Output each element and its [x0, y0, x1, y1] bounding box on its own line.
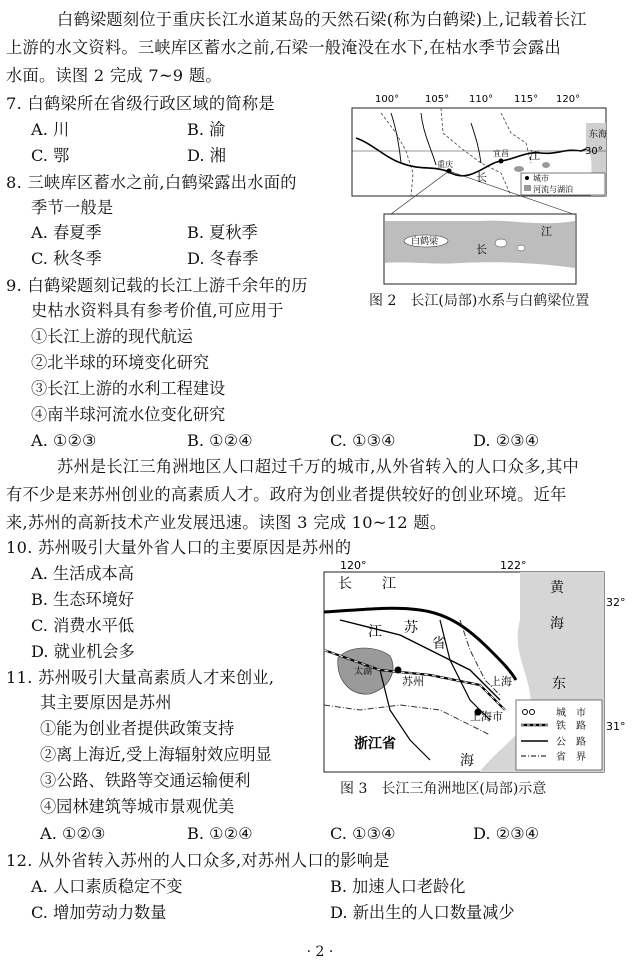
q9-item-1: ①长江上游的现代航运 — [31, 327, 193, 346]
q11-stem-line2: 其主要原因是苏州 — [40, 693, 172, 712]
fig3-legend-border: 省 界 — [556, 752, 586, 763]
fig3-lon-122: 122° — [500, 559, 527, 572]
q10-stem: 10. 苏州吸引大量外省人口的主要原因是苏州的 — [6, 538, 352, 557]
fig2-lon-100: 100° — [375, 94, 400, 105]
fig2-lon-110: 110° — [469, 94, 494, 105]
fig2-label-sea: 东海 — [589, 130, 608, 140]
fig3-label-chang: 长 — [338, 576, 352, 592]
fig2-lat-30: 30° — [585, 146, 603, 157]
fig3-label-hai2: 海 — [460, 753, 474, 769]
fig3-label-zhejiang: 浙江省 — [354, 736, 396, 752]
fig3-lon-120: 120° — [340, 559, 367, 572]
fig3-label-suzhou: 苏州 — [402, 675, 424, 688]
q10-option-b: B. 生态环境好 — [31, 590, 135, 609]
q12-option-c: C. 增加劳动力数量 — [31, 903, 167, 922]
q9-stem-line1: 9. 白鹤梁题刻记载的长江上游千余年的历 — [6, 276, 308, 295]
fig2-lon-105: 105° — [425, 94, 450, 105]
fig2-inset-jiang: 江 — [541, 225, 552, 238]
q11-item-2: ②离上海近,受上海辐射效应明显 — [40, 745, 272, 764]
q8-option-c: C. 秋冬季 — [31, 249, 102, 268]
q7-option-c: C. 鄂 — [31, 146, 70, 165]
fig3-label-shanghaishi: 上海市 — [470, 710, 503, 723]
q11-option-b: B. ①②④ — [187, 824, 253, 843]
fig2-lon-120: 120° — [556, 94, 581, 105]
intro2-line1: 苏州是长江三角洲地区人口超过千万的城市,从外省转入的人口众多,其中 — [24, 457, 579, 476]
figure-3-map — [320, 560, 632, 775]
fig2-legend-lake: 河流与湖泊 — [533, 185, 573, 194]
q11-option-d: D. ②③④ — [473, 824, 540, 843]
fig3-label-shanghai: 上海 — [490, 675, 512, 688]
q11-stem-line1: 11. 苏州吸引大量高素质人才来创业, — [6, 668, 275, 687]
fig2-inset-baiheliang: 白鹤梁 — [411, 237, 439, 247]
q8-stem-line2: 季节一般是 — [31, 198, 114, 217]
fig2-legend-city: 城市 — [533, 174, 549, 183]
page-number: · 2 · — [306, 944, 334, 960]
intro2-line2: 有不少是来苏州创业的高素质人才。政府为创业者提供较好的创业环境。近年 — [6, 485, 567, 504]
q9-item-3: ③长江上游的水利工程建设 — [31, 379, 226, 398]
fig2-lon-115: 115° — [514, 94, 539, 105]
q11-option-c: C. ①③④ — [330, 824, 396, 843]
q9-option-c: C. ①③④ — [330, 431, 396, 450]
intro2-line3: 来,苏州的高新技术产业发展迅速。读图 3 完成 10~12 题。 — [6, 513, 447, 532]
q12-stem: 12. 从外省转入苏州的人口众多,对苏州人口的影响是 — [6, 851, 390, 870]
fig3-legend-city: 城 市 — [556, 708, 586, 719]
q9-option-a: A. ①②③ — [31, 431, 97, 450]
q11-item-1: ①能为创业者提供政策支持 — [40, 719, 235, 738]
q9-option-b: B. ①②④ — [187, 431, 253, 450]
fig3-label-sheng: 省 — [432, 636, 446, 652]
fig3-label-jiang: 江 — [382, 576, 396, 592]
q8-option-b: B. 夏秋季 — [187, 223, 258, 242]
fig3-label-taihu: 太湖 — [354, 667, 373, 677]
fig2-inset-chang: 长 — [476, 243, 487, 256]
q11-item-3: ③公路、铁路等交通运输便利 — [40, 771, 251, 790]
fig2-label-chongqing: 重庆 — [437, 160, 453, 169]
q10-option-a: A. 生活成本高 — [31, 564, 134, 583]
intro1-line2: 上游的水文资料。三峡库区蓄水之前,石梁一般淹没在水下,在枯水季节会露出 — [6, 38, 561, 57]
figure-2-caption: 图 2 长江(局部)水系与白鹤梁位置 — [369, 293, 590, 309]
fig2-label-yichang: 宜昌 — [493, 149, 509, 158]
q9-stem-line2: 史枯水资料具有参考价值,可应用于 — [31, 301, 284, 320]
q8-stem-line1: 8. 三峡库区蓄水之前,白鹤梁露出水面的 — [6, 173, 297, 192]
fig3-lat-32: 32° — [606, 596, 626, 609]
q7-stem: 7. 白鹤梁所在省级行政区域的简称是 — [6, 94, 275, 113]
fig3-label-jiang2: 江 — [368, 624, 382, 640]
fig3-lat-31: 31° — [606, 720, 626, 733]
fig2-label-chang: 长 — [476, 171, 487, 184]
fig3-label-su: 苏 — [404, 620, 418, 636]
q10-option-c: C. 消费水平低 — [31, 616, 135, 635]
figure-3-caption: 图 3 长江三角洲地区(局部)示意 — [340, 781, 547, 797]
q9-item-2: ②北半球的环境变化研究 — [31, 353, 210, 372]
q12-option-b: B. 加速人口老龄化 — [330, 877, 466, 896]
fig3-legend-road: 公 路 — [556, 737, 586, 748]
q11-item-4: ④园林建筑等城市景观优美 — [40, 797, 235, 816]
q12-option-a: A. 人口素质稳定不变 — [31, 877, 183, 896]
q7-option-b: B. 渝 — [187, 120, 226, 139]
figure-2-map — [351, 94, 609, 287]
fig3-label-dong: 东 — [552, 676, 566, 692]
intro1-line3: 水面。读图 2 完成 7~9 题。 — [6, 66, 222, 85]
q9-item-4: ④南半球河流水位变化研究 — [31, 405, 226, 424]
q8-option-a: A. 春夏季 — [31, 223, 102, 242]
fig3-label-hai: 海 — [550, 616, 564, 632]
q7-option-d: D. 湘 — [187, 146, 226, 165]
q12-option-d: D. 新出生的人口数量减少 — [330, 903, 515, 922]
intro1-line1: 白鹤梁题刻位于重庆长江水道某岛的天然石梁(称为白鹤梁)上,记载着长江 — [24, 10, 587, 29]
fig3-label-huang: 黄 — [550, 580, 564, 596]
fig3-legend-rail: 铁 路 — [556, 721, 586, 732]
q10-option-d: D. 就业机会多 — [31, 642, 135, 661]
q7-option-a: A. 川 — [31, 120, 70, 139]
q11-option-a: A. ①②③ — [40, 824, 106, 843]
fig2-label-jiang: 江 — [529, 149, 540, 162]
q8-option-d: D. 冬春季 — [187, 249, 259, 268]
q9-option-d: D. ②③④ — [473, 431, 540, 450]
